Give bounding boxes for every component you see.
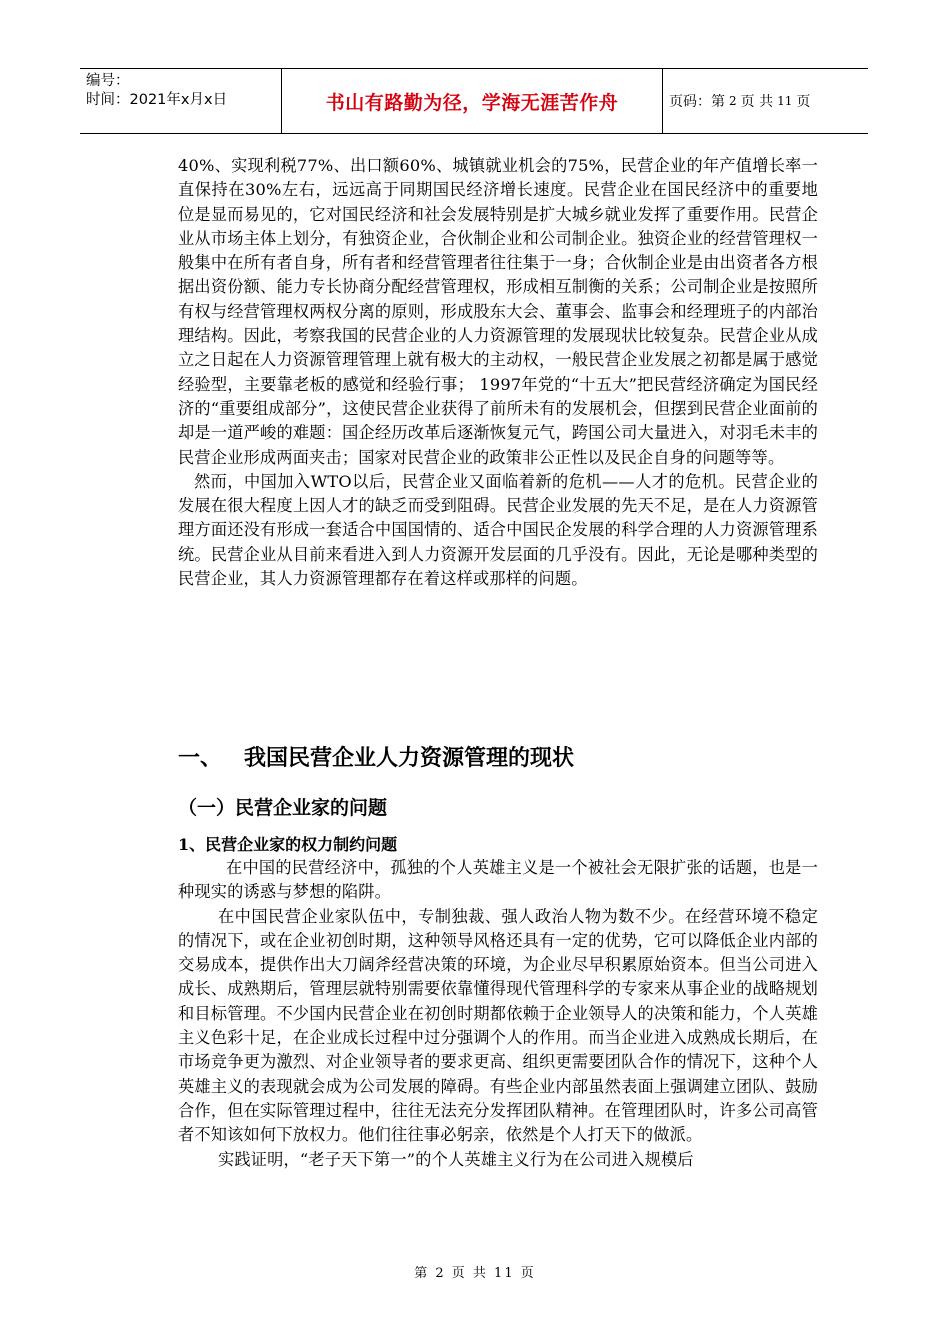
header-page-number: [663, 69, 868, 133]
time-line: 时间：2021年x月x日: [86, 92, 228, 108]
page-prefix: 页码：第: [669, 94, 725, 110]
serial-label: 编号：: [86, 73, 130, 89]
body-text-top: [178, 154, 818, 591]
page-footer: 第 2 页 共 11 页: [414, 1266, 536, 1281]
paragraph: 在中国的民营经济中，孤独的个人英雄主义是一个被社会无限扩张的话题，也是一种现实的诱惑与梦想的陷阱。: [178, 858, 818, 902]
subsubsection-heading: 1、民营企业家的权力制约问题: [178, 835, 398, 854]
section-heading: [178, 741, 574, 772]
page-header: [80, 68, 868, 134]
section-number: 一、: [178, 746, 223, 771]
body-text-bottom: [178, 856, 818, 1172]
page-total: 11: [777, 94, 793, 108]
page-suffix: 页: [796, 94, 811, 110]
paragraph: 然而，中国加入WTO以后，民营企业又面临着新的危机——人才的危机。民营企业的发展在很大程度上因人才的缺乏而受到阻碍。民营企业发展的先天不足，是在人力资源管理方面还没有形成一套适合中国国情的、适合中国民企发展的科学合理的人力资源管理系统。民营企业从目前来看进入到人力资源开发层面的几乎没有。因此，无论是哪种类型的民营企业，其人力资源管理都存在着这样或那样的问题。: [178, 471, 818, 589]
paragraph: 实践证明，“老子天下第一”的个人英雄主义行为在公司进入规模后: [218, 1149, 694, 1169]
page-current: 2: [729, 94, 737, 108]
header-motto: 书山有路勤为径，学海无涯苦作舟: [325, 91, 619, 114]
header-motto-cell: [282, 69, 663, 133]
paragraph: 在中国民营企业家队伍中，专制独裁、强人政治人物为数不少。在经营环境不稳定的情况下，或在企业初创时期，这种领导风格还具有一定的优势，它可以降低企业内部的交易成本，提供作出大刀阔斧经营决策的环境，为企业尽早积累原始资本。但当公司进入成长、成熟期后，管理层就特别需要依靠懂得现代管理科学的专家来从事企业的战略规划和目标管理。不少国内民营企业在初创时期都依赖于企业领导人的决策和能力，个人英雄主义色彩十足，在企业成长过程中过分强调个人的作用。而当企业进入成熟成长期后，在市场竞争更为激烈、对企业领导者的要求更高、组织更需要团队合作的情况下，这种个人英雄主义的表现就会成为公司发展的障碍。有些企业内部虽然表面上强调建立团队、鼓励合作，但在实际管理过程中，往往无法充分发挥团队精神。在管理团队时，许多公司高管者不知该如何下放权力。他们往往事必躬亲，依然是个人打天下的做派。: [178, 906, 818, 1145]
subsection-heading: （一）民营企业家的问题: [178, 797, 388, 819]
header-meta: [80, 69, 282, 133]
paragraph: 40%、实现利税77%、出口额60%、城镇就业机会的75%，民营企业的年产值增长率一直保持在30%左右，远远高于同期国民经济增长速度。民营企业在国民经济中的重要地位是显而易见的，它对国民经济和社会发展特别是扩大城乡就业发挥了重要作用。民营企业从市场主体上划分，有独资企业，合伙制企业和公司制企业。独资企业的经营管理权一般集中在所有者自身，所有者和经营管理者往往集于一身；合伙制企业是由出资者各方根据出资份额、能力专长协商分配经营管理权，形成相互制衡的关系；公司制企业是按照所有权与经营管理权两权分离的原则，形成股东大会、董事会、监事会和经理班子的内部治理结构。因此，考察我国的民营企业的人力资源管理的发展现状比较复杂。民营企业从成立之日起在人力资源管理管理上就有极大的主动权，一般民营企业发展之初都是属于感觉经验型，主要靠老板的感觉和经验行事； 1997年党的“十五大”把民营经济确定为国民经济的“重要组成部分”，这使民营企业获得了前所未有的发展机会，但摆到民营企业面前的却是一道严峻的难题：国企经历改革后逐渐恢复元气，跨国公司大量进入，对羽毛未丰的民营企业形成两面夹击；国家对民营企业的政策非公正性以及民企自身的问题等等。: [178, 156, 818, 467]
section-title: 我国民营企业人力资源管理的现状: [244, 746, 575, 771]
page-middle: 页 共: [740, 94, 774, 110]
